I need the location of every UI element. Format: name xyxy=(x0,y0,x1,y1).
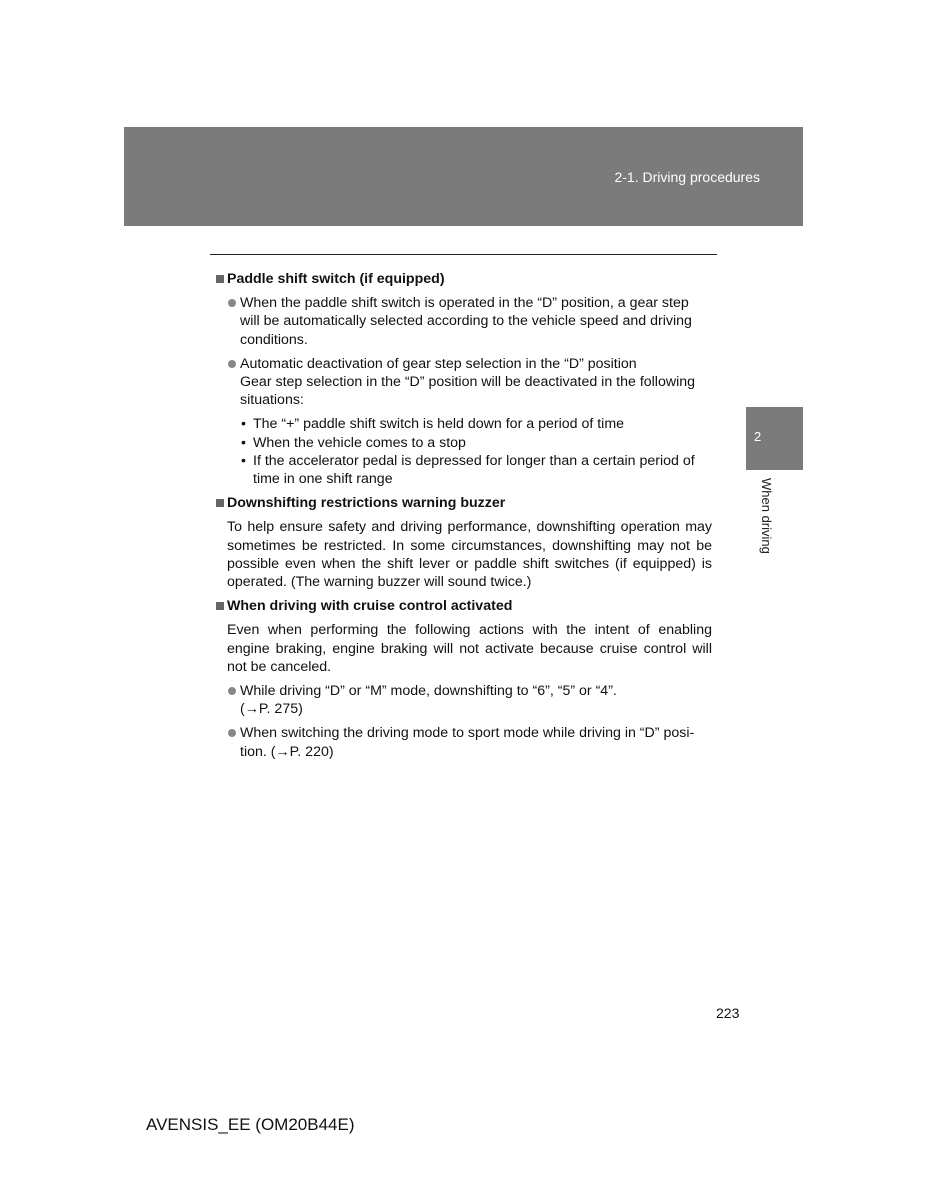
sub-item xyxy=(214,452,712,488)
sub-list xyxy=(214,415,712,488)
chapter-number: 2 xyxy=(754,429,762,444)
header-band xyxy=(124,127,803,226)
paragraph: To help ensure safety and driving performance, downshifting operation may sometimes be restricted. In some circumstances, downshifting may not be possible even when the shift lever or paddle shift switches (if equipped) is operated. (The warning buzzer will sound twice.) xyxy=(227,519,712,591)
sub-item xyxy=(214,434,712,452)
bullet-title: Automatic deactivation of gear step selection in the “D” position xyxy=(240,355,637,372)
small-bullet-icon: • xyxy=(241,452,246,469)
sub-item-text: When the vehicle comes to a stop xyxy=(253,434,466,451)
bullet-text: When the paddle shift switch is operated in the “D” position, a gear step will be automatically selected according to the vehicle speed and driving conditions. xyxy=(240,295,692,348)
round-bullet-icon xyxy=(228,360,236,368)
section-heading-cruise xyxy=(214,597,712,615)
round-bullet-icon xyxy=(228,687,236,695)
round-bullet-icon xyxy=(228,729,236,737)
heading-text: Paddle shift switch (if equipped) xyxy=(227,271,445,287)
top-rule xyxy=(210,254,717,255)
chapter-tab xyxy=(746,407,803,470)
sub-item-text: The “+” paddle shift switch is held down for a period of time xyxy=(253,416,625,433)
heading-text: Downshifting restrictions warning buzzer xyxy=(227,495,506,512)
chapter-label: When driving xyxy=(759,478,774,554)
bullet-item xyxy=(214,724,712,760)
sub-item xyxy=(214,415,712,433)
page-number: 223 xyxy=(716,1005,740,1021)
square-bullet-icon xyxy=(216,602,224,610)
bullet-item xyxy=(214,355,712,410)
square-bullet-icon xyxy=(216,499,224,507)
page-content xyxy=(214,270,712,761)
bullet-text: Gear step selection in the “D” position will be deactivated in the following situations: xyxy=(240,374,696,409)
section-heading-paddle xyxy=(214,270,712,288)
bullet-text: When switching the driving mode to sport mode while driving in “D” posi-tion. (→P. 220) xyxy=(240,725,695,760)
sub-item-text: If the accelerator pedal is depressed for longer than a certain period of time in one shift range xyxy=(253,452,695,488)
round-bullet-icon xyxy=(228,299,236,307)
footer-model: AVENSIS_EE (OM20B44E) xyxy=(146,1115,355,1134)
heading-text: When driving with cruise control activated xyxy=(227,598,513,615)
small-bullet-icon: • xyxy=(241,416,246,433)
small-bullet-icon: • xyxy=(241,434,246,451)
bullet-item xyxy=(214,682,712,718)
square-bullet-icon xyxy=(216,275,224,283)
page-reference: (→P. 275) xyxy=(240,701,303,718)
section-title: 2-1. Driving procedures xyxy=(614,169,760,185)
paragraph: Even when performing the following actions with the intent of enabling engine braking, engine braking will not activate because cruise control will not be canceled. xyxy=(227,622,712,675)
bullet-text: While driving “D” or “M” mode, downshifting to “6”, “5” or “4”. xyxy=(240,683,617,700)
section-heading-buzzer xyxy=(214,494,712,512)
bullet-item xyxy=(214,294,712,349)
